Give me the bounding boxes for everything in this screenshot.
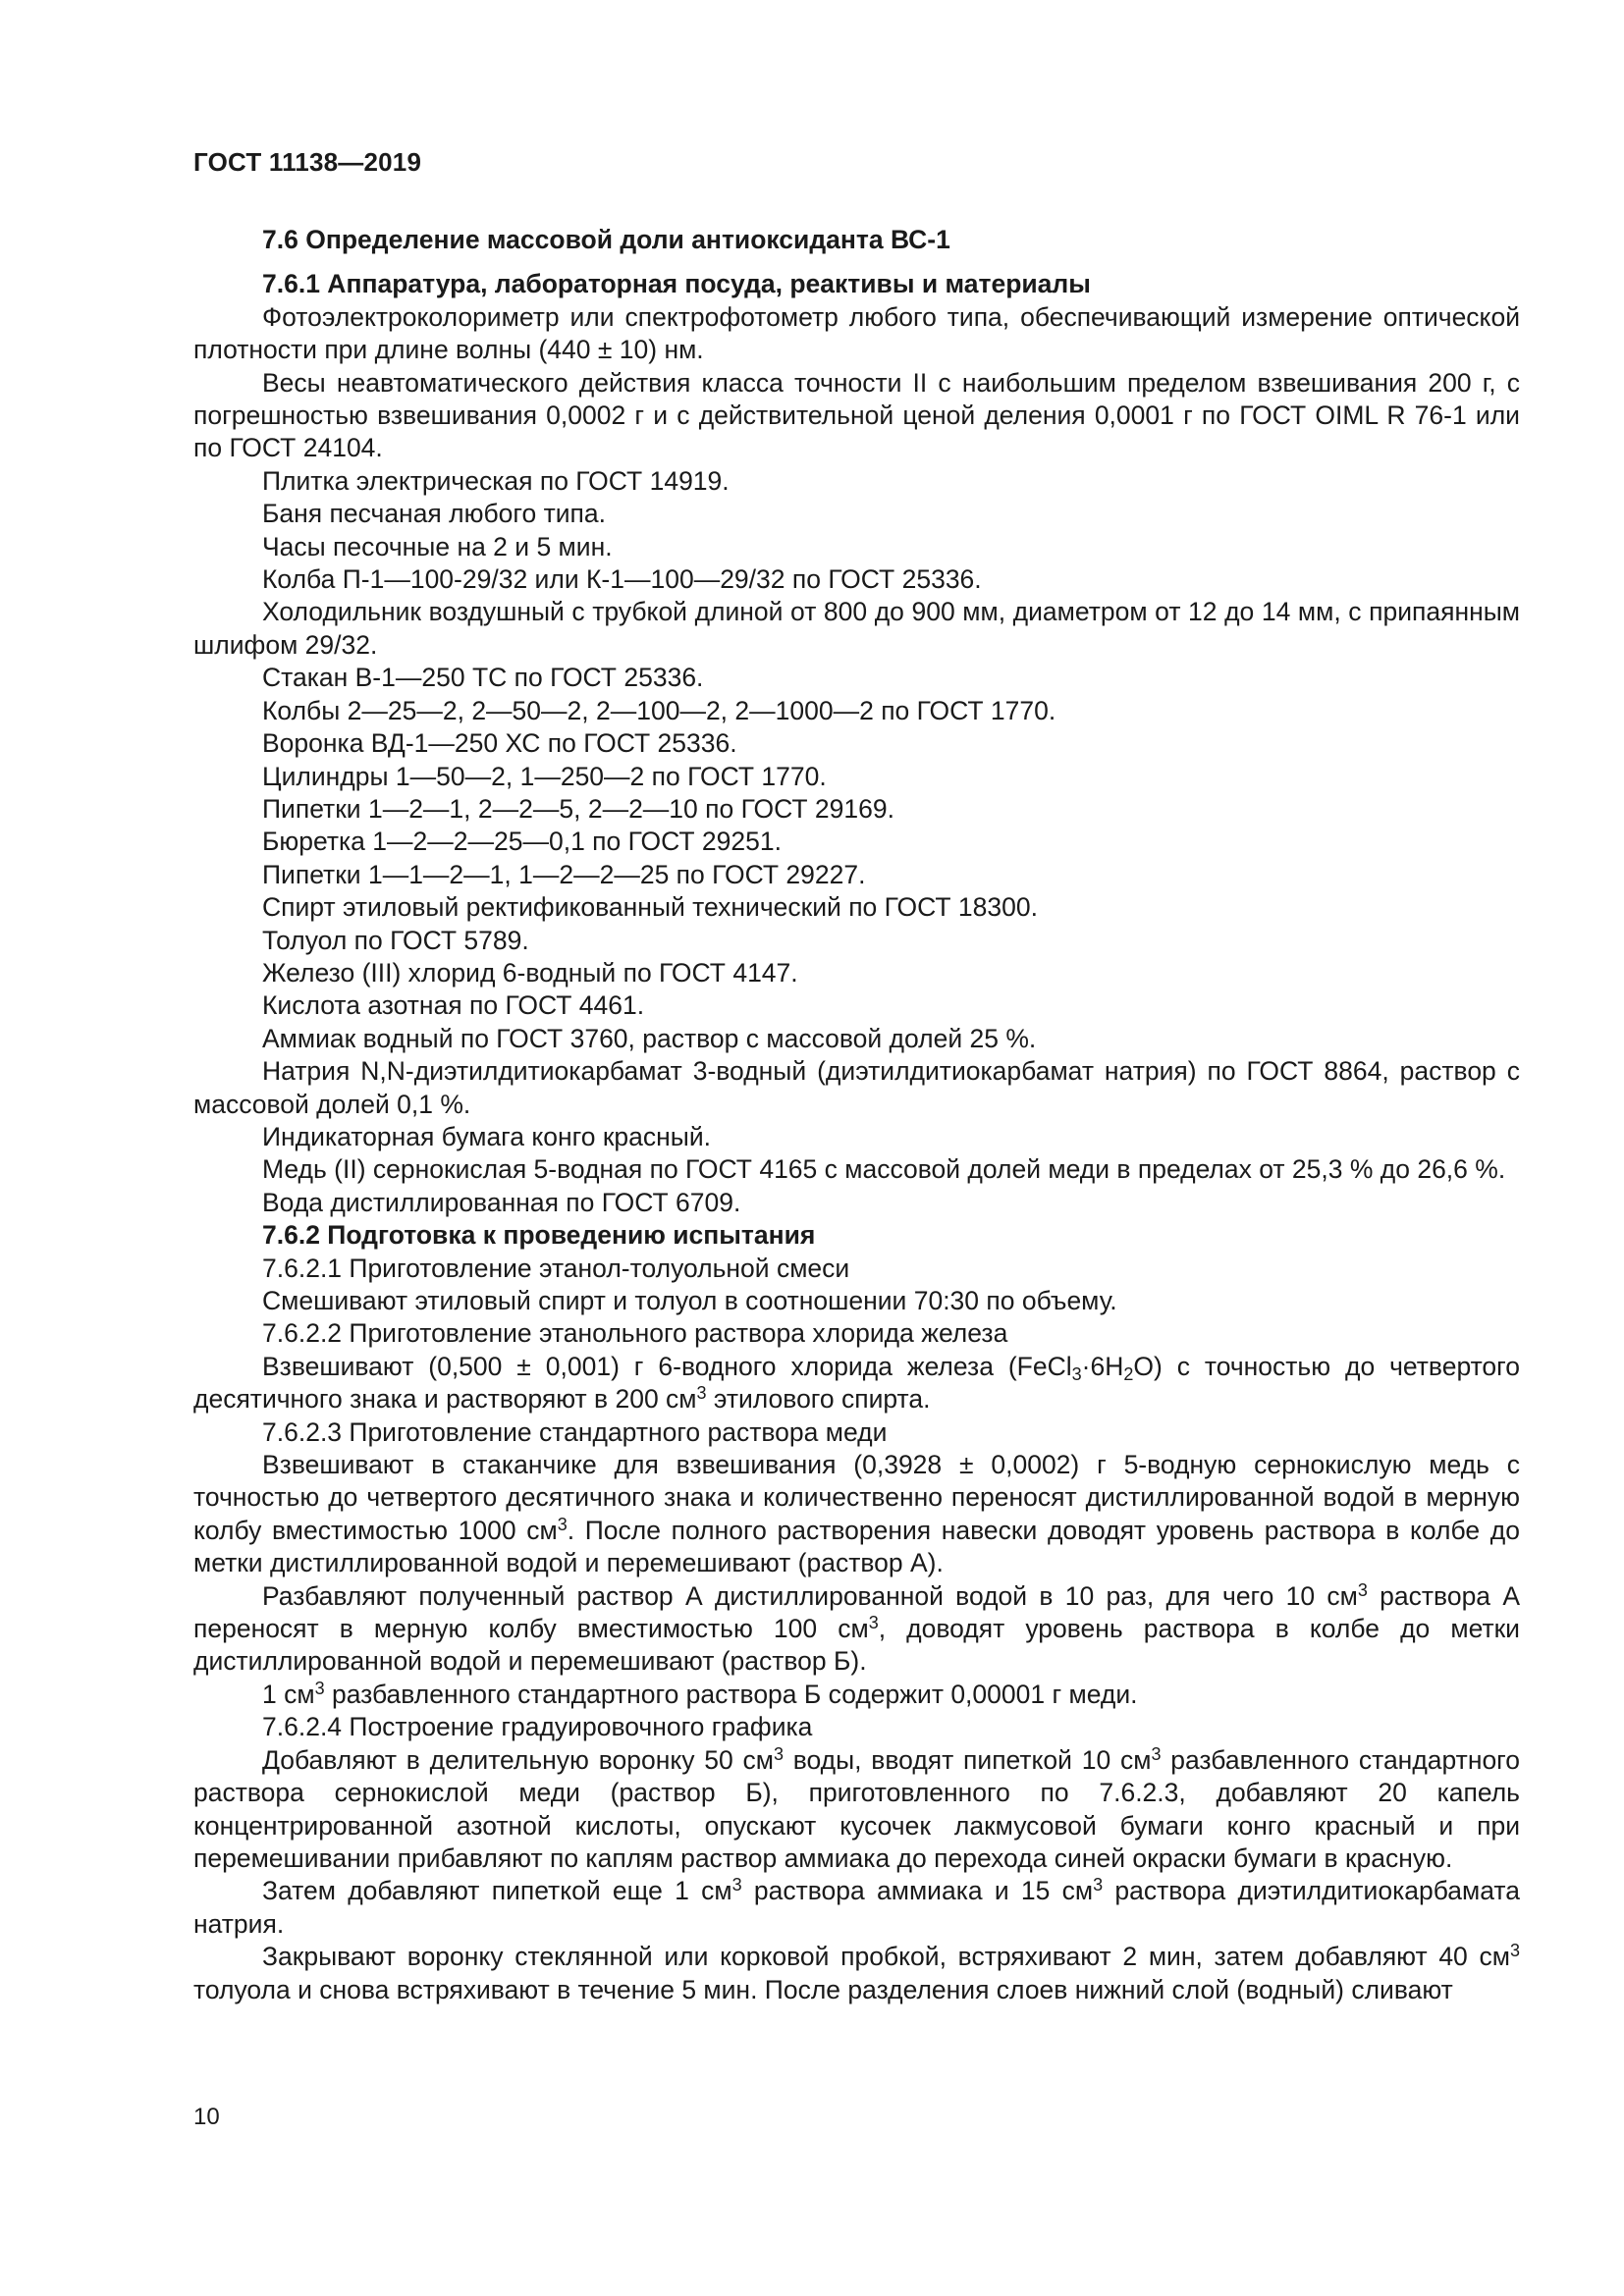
paragraph: 7.6.2.3 Приготовление стандартного раствора меди: [262, 1416, 888, 1447]
paragraph: Закрывают воронку стеклянной или корковой пробкой, встряхивают 2 мин, затем добавляют 40 $см^3$ толуола и снова встряхивают в течение 5 мин. После разделения слоев нижний слой (водный) сливают: [193, 1941, 1520, 2004]
paragraph: Баня песчаная любого типа.: [262, 499, 606, 529]
paragraph: Взвешивают (0,500 ± 0,001) г 6-водного хлорида железа $(FeCl_3\cdot 6H_2O)$ с точностью до четвертого десятичного знака и растворяют в 200 $см^3$ этилового спирта.: [193, 1351, 1520, 1415]
paragraph: Часы песочные на 2 и 5 мин.: [262, 531, 613, 561]
paragraph: 7.6.2.4 Построение градуировочного графика: [262, 1712, 813, 1742]
paragraph: Спирт этиловый ректификованный технический по ГОСТ 18300.: [262, 892, 1038, 923]
paragraph: Весы неавтоматического действия класса точности II с наибольшим пределом взвешивания 200 г, с погрешностью взвешивания 0,0002 г и с действительной ценой деления 0,0001 г по ГОСТ OIML R 76-1 или по ГОСТ 24104.: [193, 367, 1520, 463]
paragraph: Плитка электрическая по ГОСТ 14919.: [262, 465, 730, 496]
paragraph: Медь (II) сернокислая 5-водная по ГОСТ 4165 с массовой долей меди в пределах от 25,3 % до 26,6 %.: [262, 1154, 1506, 1185]
paragraph: Кислота азотная по ГОСТ 4461.: [262, 990, 645, 1021]
section-heading: 7.6.2 Подготовка к проведению испытания: [262, 1220, 816, 1251]
section-heading: 7.6 Определение массовой доли антиоксиданта ВС-1: [262, 225, 950, 254]
paragraph: Взвешивают в стаканчике для взвешивания (0,3928 ± 0,0002) г 5-водную сернокислую медь с точностью до четвертого десятичного знака и количественно переносят дистиллированной водой в мерную колбу вместимостью 1000 $см^3$. После полного растворения навески доводят уровень раствора в колбе до метки дистиллированной водой и перемешивают (раствор А).: [193, 1450, 1520, 1578]
section-heading: 7.6.1 Аппаратура, лабораторная посуда, реактивы и материалы: [262, 269, 1091, 299]
document-header: ГОСТ 11138—2019: [193, 147, 422, 177]
paragraph: Смешивают этиловый спирт и толуол в соотношении 70:30 по объему.: [262, 1286, 1117, 1315]
paragraph: Толуол по ГОСТ 5789.: [262, 925, 529, 955]
paragraph: Железо (III) хлорид 6-водный по ГОСТ 4147.: [262, 957, 798, 988]
paragraph: Воронка ВД-1—250 ХС по ГОСТ 25336.: [262, 728, 737, 759]
paragraph: 7.6.2.2 Приготовление этанольного раствора хлорида железа: [262, 1318, 1008, 1349]
paragraph: Цилиндры 1—50—2, 1—250—2 по ГОСТ 1770.: [262, 761, 827, 791]
paragraph: Натрия N,N-диэтилдитиокарбамат 3-водный (диэтилдитиокарбамат натрия) по ГОСТ 8864, раствор с массовой долей 0,1 %.: [193, 1056, 1520, 1119]
paragraph: Колбы 2—25—2, 2—50—2, 2—100—2, 2—1000—2 по ГОСТ 1770.: [262, 695, 1056, 725]
paragraph: Пипетки 1—2—1, 2—2—5, 2—2—10 по ГОСТ 29169.: [262, 793, 894, 824]
paragraph: Аммиак водный по ГОСТ 3760, раствор с массовой долей 25 %.: [262, 1023, 1037, 1053]
paragraph: Фотоэлектроколориметр или спектрофотометр любого типа, обеспечивающий измерение оптической плотности при длине волны (440 ± 10) нм.: [193, 301, 1520, 365]
paragraph: Разбавляют полученный раствор А дистиллированной водой в 10 раз, для чего 10 $см^3$ раствора А переносят в мерную колбу вместимостью 100 $см^3$, доводят уровень раствора в колбе до метки дистиллированной водой и перемешивают (раствор Б).: [193, 1579, 1520, 1677]
paragraph: Затем добавляют пипеткой еще 1 $см^3$ раствора аммиака и 15 $см^3$ раствора диэтилдитиокарбамата натрия.: [193, 1875, 1520, 1939]
paragraph: Добавляют в делительную воронку 50 $см^3$ воды, вводят пипеткой 10 $см^3$ разбавленного стандартного раствора сернокислой меди (раствор Б), приготовленного по 7.6.2.3, добавляют 20 капель концентрированной азотной кислоты, опускают кусочек лакмусовой бумаги конго красный и при перемешивании прибавляют по каплям раствор аммиака до перехода синей окраски бумаги в красную.: [193, 1743, 1521, 1873]
paragraph: Вода дистиллированная по ГОСТ 6709.: [262, 1187, 741, 1217]
paragraph: Бюретка 1—2—2—25—0,1 по ГОСТ 29251.: [262, 827, 782, 857]
paragraph: Пипетки 1—1—2—1, 1—2—2—25 по ГОСТ 29227.: [262, 859, 866, 889]
page-number: 10: [193, 2104, 220, 2130]
paragraph: Колба П-1—100-29/32 или К-1—100—29/32 по ГОСТ 25336.: [262, 564, 982, 595]
paragraph: 7.6.2.1 Приготовление этанол-толуольной смеси: [262, 1253, 850, 1283]
paragraph: Индикаторная бумага конго красный.: [262, 1121, 711, 1151]
document-body: [193, 224, 1520, 2006]
paragraph: 1 $см^3$ разбавленного стандартного раствора Б содержит 0,00001 г меди.: [262, 1678, 1138, 1709]
paragraph: Холодильник воздушный с трубкой длиной от 800 до 900 мм, диаметром от 12 до 14 мм, с припаянным шлифом 29/32.: [193, 597, 1520, 660]
paragraph: Стакан В-1—250 ТС по ГОСТ 25336.: [262, 663, 704, 693]
